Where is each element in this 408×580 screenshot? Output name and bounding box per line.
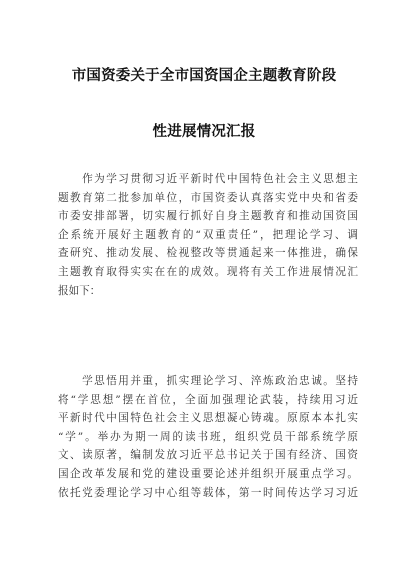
paragraph-line: 主题教育取得实实在在的成效。现将有关工作进展情况汇 — [58, 265, 358, 278]
paragraph-line: 国企改革发展和党的建设重要论述并组织开展重点学习。 — [58, 467, 358, 480]
paragraph-line: 企系统开展好主题教育的“双重责任”，把理论学习、调 — [58, 228, 358, 241]
paragraph-line: 依托党委理论学习中心组等载体，第一时间传达学习习近 — [58, 486, 358, 499]
paragraph-theory-study — [58, 372, 358, 502]
paragraph-line: 文、读原著，编制发放习近平总书记关于国有经济、国资 — [58, 449, 358, 462]
paragraph-line: 作为学习贯彻习近平新时代中国特色社会主义思想主 — [58, 173, 358, 185]
paragraph-line: 查研究、推动发展、检视整改等贯通起来一体推进，确保 — [58, 247, 358, 260]
paragraph-line: 平新时代中国特色社会主义思想凝心铸魂。原原本本扎实 — [58, 412, 358, 425]
document-title-line-1: 市国资委关于全市国资国企主题教育阶段 — [71, 68, 337, 84]
paragraph-line: 题教育第二批参加单位，市国资委认真落实党中央和省委 — [58, 191, 358, 204]
paragraph-line: 学思悟用并重，抓实理论学习、淬炼政治忠诚。坚持 — [58, 375, 358, 387]
paragraph-line: “学”。举办为期一周的读书班，组织党员干部系统学原 — [58, 430, 358, 443]
paragraph-line: 市委安排部署，切实履行抓好自身主题教育和推动国资国 — [58, 210, 358, 223]
paragraph-line: 将“学思想”摆在首位，全面加强理论武装，持续用习近 — [58, 393, 358, 406]
document-title-line-2: 性进展情况汇报 — [152, 124, 256, 140]
paragraph-line: 报如下： — [58, 284, 101, 297]
paragraph-intro — [58, 170, 358, 300]
